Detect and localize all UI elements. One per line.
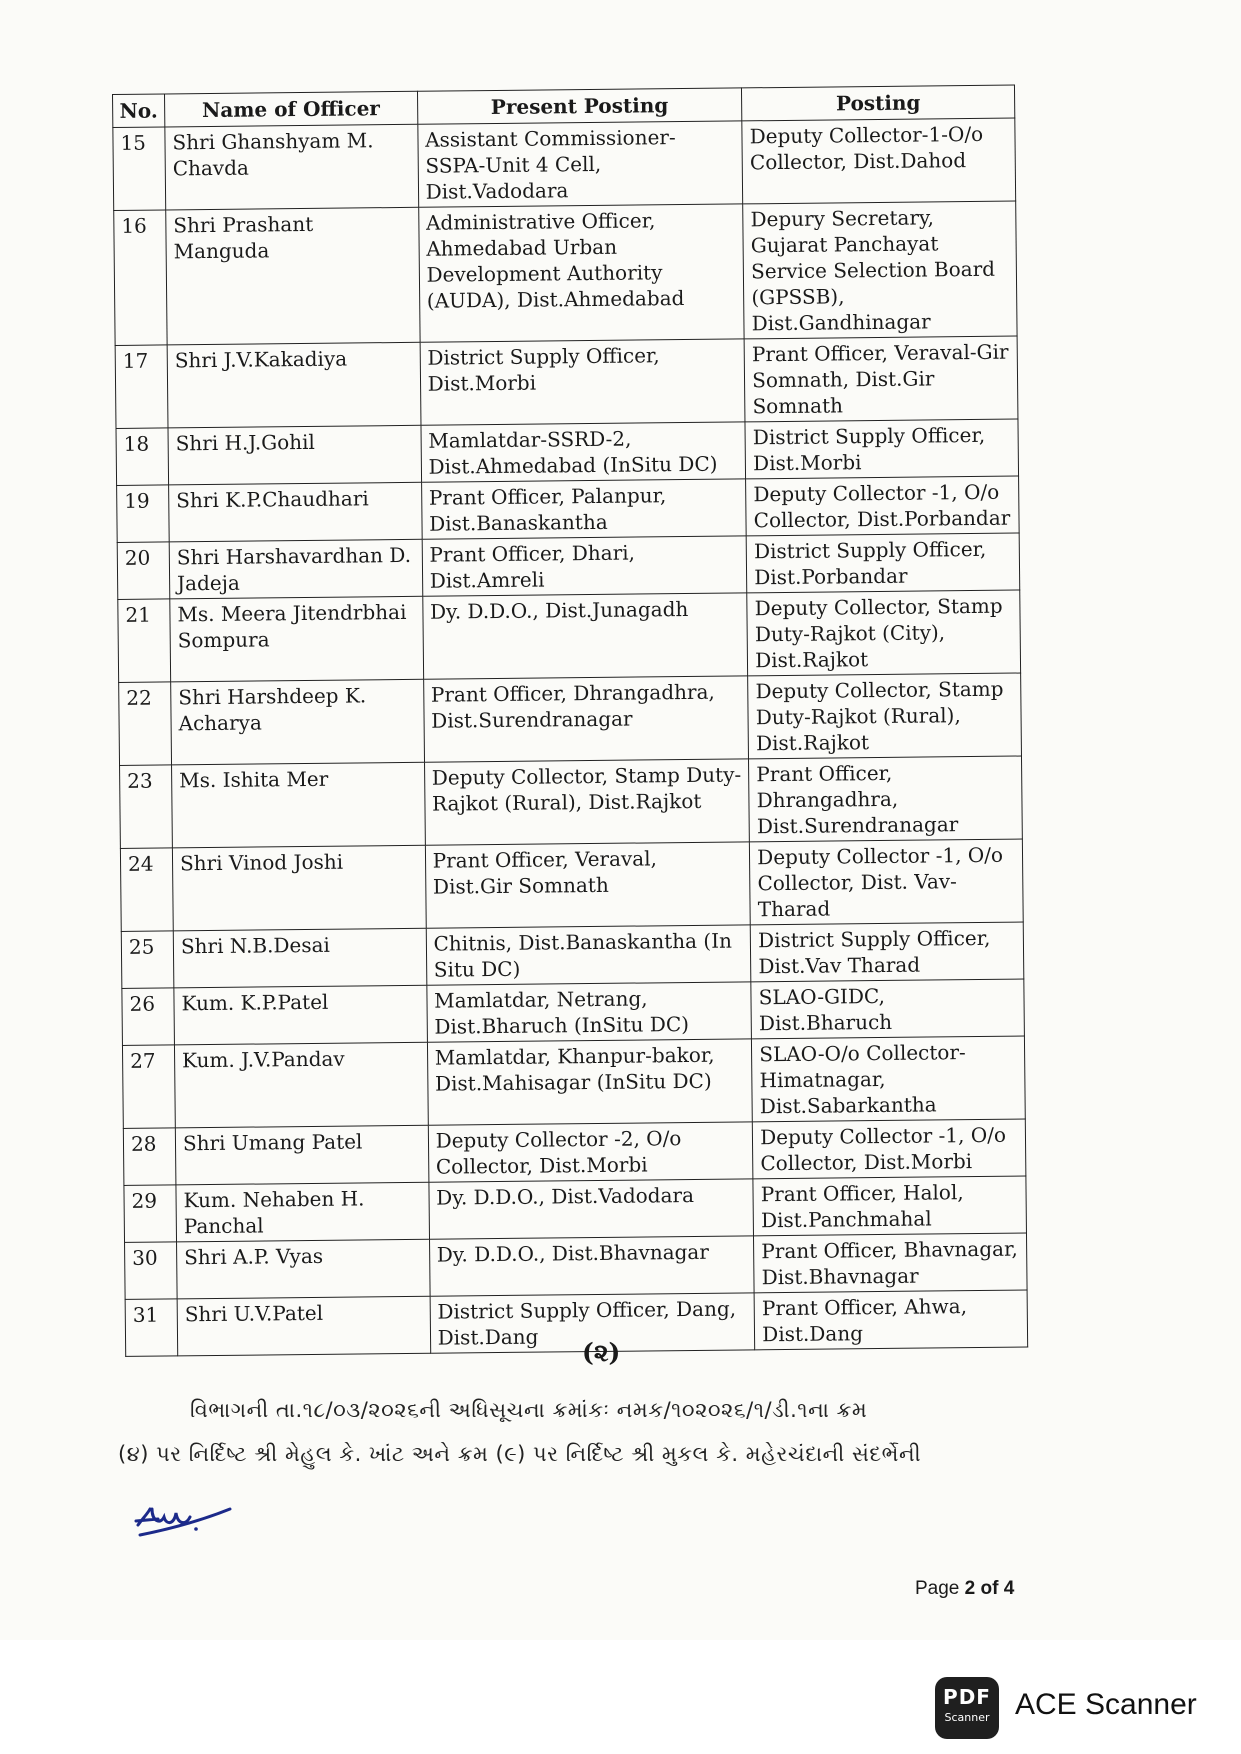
- new-posting: District Supply Officer, Dist.Vav Tharad: [750, 922, 1023, 982]
- row-number: 25: [121, 931, 174, 989]
- new-posting: Deputy Collector, Stamp Duty-Rajkot (City), Dist.Rajkot: [747, 590, 1021, 676]
- table-row: [114, 201, 1017, 345]
- scanner-app-name: ACE Scanner: [1015, 1688, 1197, 1721]
- present-posting: Prant Officer, Dhrangadhra, Dist.Surendranagar: [423, 676, 748, 762]
- table-row: [120, 756, 1023, 848]
- officer-name: Ms. Meera Jitendrbhai Sompura: [170, 596, 424, 682]
- row-number: 17: [115, 345, 168, 429]
- logo-text-scanner: Scanner: [944, 1711, 990, 1724]
- officer-name: Kum. Nehaben H. Panchal: [176, 1182, 429, 1242]
- table-row: [117, 533, 1020, 599]
- table-row: [122, 1036, 1025, 1128]
- present-posting: Deputy Collector, Stamp Duty-Rajkot (Rural), Dist.Rajkot: [424, 759, 749, 845]
- row-number: 27: [122, 1045, 175, 1129]
- row-number: 20: [117, 542, 170, 600]
- table-row: [125, 1290, 1028, 1356]
- row-number: 24: [120, 848, 173, 932]
- new-posting: Deputy Collector, Stamp Duty-Rajkot (Rural), Dist.Rajkot: [748, 673, 1022, 759]
- present-posting: Mamlatdar, Netrang, Dist.Bharuch (InSitu DC): [426, 982, 751, 1042]
- present-posting: District Supply Officer, Dist.Morbi: [420, 339, 745, 425]
- present-posting: Prant Officer, Veraval, Dist.Gir Somnath: [425, 842, 750, 928]
- pdf-scanner-logo-icon: [935, 1677, 999, 1739]
- officer-name: Kum. K.P.Patel: [174, 985, 427, 1045]
- officer-name: Shri Harshavardhan D. Jadeja: [169, 539, 422, 599]
- officer-name: Kum. J.V.Pandav: [174, 1042, 428, 1128]
- new-posting: Deputy Collector -1, O/o Collector, Dist. Vav-Tharad: [750, 839, 1024, 925]
- row-number: 28: [123, 1128, 176, 1186]
- present-posting: Dy. D.D.O., Dist.Junagadh: [422, 593, 747, 679]
- row-number: 29: [124, 1185, 177, 1243]
- new-posting: Deputy Collector-1-O/o Collector, Dist.Dahod: [742, 118, 1016, 204]
- present-posting: Mamlatdar, Khanpur-bakor, Dist.Mahisagar (InSitu DC): [427, 1039, 752, 1125]
- table-row: [125, 1233, 1028, 1299]
- officer-name: Shri N.B.Desai: [173, 928, 426, 988]
- gujarati-paragraph-line-1: વિભાગની તા.૧૮/૦૩/૨૦૨૬ની અધિસૂચના ક્રમાંકઃ નમક/૧૦૨૦૨૬/૧/ડી.૧ના ક્રમ: [190, 1398, 868, 1422]
- logo-text-pdf: PDF: [943, 1685, 991, 1709]
- officer-name: Shri Prashant Manguda: [166, 207, 420, 345]
- officer-name: Ms. Ishita Mer: [171, 762, 425, 848]
- table-row: [122, 979, 1025, 1045]
- present-posting: Prant Officer, Dhari, Dist.Amreli: [422, 536, 747, 596]
- table-row: [116, 419, 1019, 485]
- table-row: [121, 922, 1024, 988]
- new-posting: District Supply Officer, Dist.Morbi: [745, 419, 1018, 479]
- officer-name: Shri Ghanshyam M. Chavda: [165, 124, 419, 210]
- officer-postings-table: [112, 85, 1028, 1357]
- new-posting: Deputy Collector -1, O/o Collector, Dist.Porbandar: [746, 476, 1019, 536]
- header-no: No.: [113, 94, 165, 128]
- new-posting: Prant Officer, Veraval-Gir Somnath, Dist.Gir Somnath: [744, 336, 1018, 422]
- new-posting: Prant Officer, Ahwa, Dist.Dang: [754, 1290, 1027, 1350]
- officer-name: Shri H.J.Gohil: [168, 425, 421, 485]
- new-posting: SLAO-GIDC, Dist.Bharuch: [751, 979, 1024, 1039]
- new-posting: Depury Secretary, Gujarat Panchayat Service Selection Board (GPSSB), Dist.Gandhinagar: [743, 201, 1017, 339]
- officer-name: Shri Vinod Joshi: [172, 845, 426, 931]
- present-posting: Assistant Commissioner-SSPA-Unit 4 Cell, Dist.Vadodara: [417, 121, 742, 207]
- officer-name: Shri Umang Patel: [175, 1125, 428, 1185]
- present-posting: Chitnis, Dist.Banaskantha (In Situ DC): [426, 925, 751, 985]
- officer-name: Shri A.P. Vyas: [176, 1239, 429, 1299]
- present-posting: District Supply Officer, Dang, Dist.Dang: [430, 1293, 755, 1353]
- officer-name: Shri J.V.Kakadiya: [167, 342, 421, 428]
- row-number: 18: [116, 428, 169, 486]
- row-number: 31: [125, 1299, 178, 1357]
- table-row: [120, 839, 1023, 931]
- row-number: 30: [125, 1242, 178, 1300]
- row-number: 22: [119, 682, 172, 766]
- new-posting: Prant Officer, Halol, Dist.Panchmahal: [753, 1176, 1026, 1236]
- row-number: 21: [118, 599, 171, 683]
- header-posting: Posting: [742, 85, 1015, 121]
- header-present-posting: Present Posting: [417, 88, 742, 124]
- gujarati-paragraph-line-2: (૪) પર નિર્દિષ્ટ શ્રી મેહુલ કે. ખાંટ અને ક્રમ (૯) પર નિર્દિષ્ટ શ્રી મુકલ કે. મહેરચંદાની સંદર્ભેની: [118, 1442, 922, 1466]
- present-posting: Prant Officer, Palanpur, Dist.Banaskantha: [421, 479, 746, 539]
- present-posting: Deputy Collector -2, O/o Collector, Dist.Morbi: [428, 1122, 753, 1182]
- header-name: Name of Officer: [164, 91, 417, 127]
- officer-name: Shri Harshdeep K. Acharya: [171, 679, 425, 765]
- page-of: of: [980, 1578, 999, 1599]
- table-row: [119, 673, 1022, 765]
- new-posting: District Supply Officer, Dist.Porbandar: [746, 533, 1019, 593]
- page-current: 2: [964, 1578, 976, 1599]
- new-posting: Prant Officer, Dhrangadhra, Dist.Surendranagar: [749, 756, 1023, 842]
- present-posting: Administrative Officer, Ahmedabad Urban Development Authority (AUDA), Dist.Ahmedabad: [418, 204, 744, 342]
- table-row: [115, 336, 1018, 428]
- table-row: [124, 1176, 1027, 1242]
- new-posting: Deputy Collector -1, O/o Collector, Dist.Morbi: [753, 1119, 1026, 1179]
- row-number: 26: [122, 988, 175, 1046]
- officer-name: Shri U.V.Patel: [177, 1296, 430, 1356]
- page-total: 4: [1003, 1578, 1015, 1599]
- present-posting: Dy. D.D.O., Dist.Bhavnagar: [429, 1236, 754, 1296]
- row-number: 23: [120, 765, 173, 849]
- page-number: [915, 1578, 1014, 1600]
- present-posting: Dy. D.D.O., Dist.Vadodara: [429, 1179, 754, 1239]
- officer-name: Shri K.P.Chaudhari: [169, 482, 422, 542]
- row-number: 19: [117, 485, 170, 543]
- present-posting: Mamlatdar-SSRD-2, Dist.Ahmedabad (InSitu DC): [421, 422, 746, 482]
- table-row: [117, 476, 1020, 542]
- page-label: Page: [915, 1578, 960, 1599]
- section-number: (૨): [582, 1338, 621, 1367]
- table-row: [123, 1119, 1026, 1185]
- table-row: [118, 590, 1021, 682]
- handwritten-initials: [130, 1495, 240, 1545]
- new-posting: SLAO-O/o Collector-Himatnagar, Dist.Sabarkantha: [752, 1036, 1026, 1122]
- new-posting: Prant Officer, Bhavnagar, Dist.Bhavnagar: [754, 1233, 1027, 1293]
- row-number: 16: [114, 210, 167, 346]
- table-row: [113, 118, 1016, 210]
- row-number: 15: [113, 127, 166, 211]
